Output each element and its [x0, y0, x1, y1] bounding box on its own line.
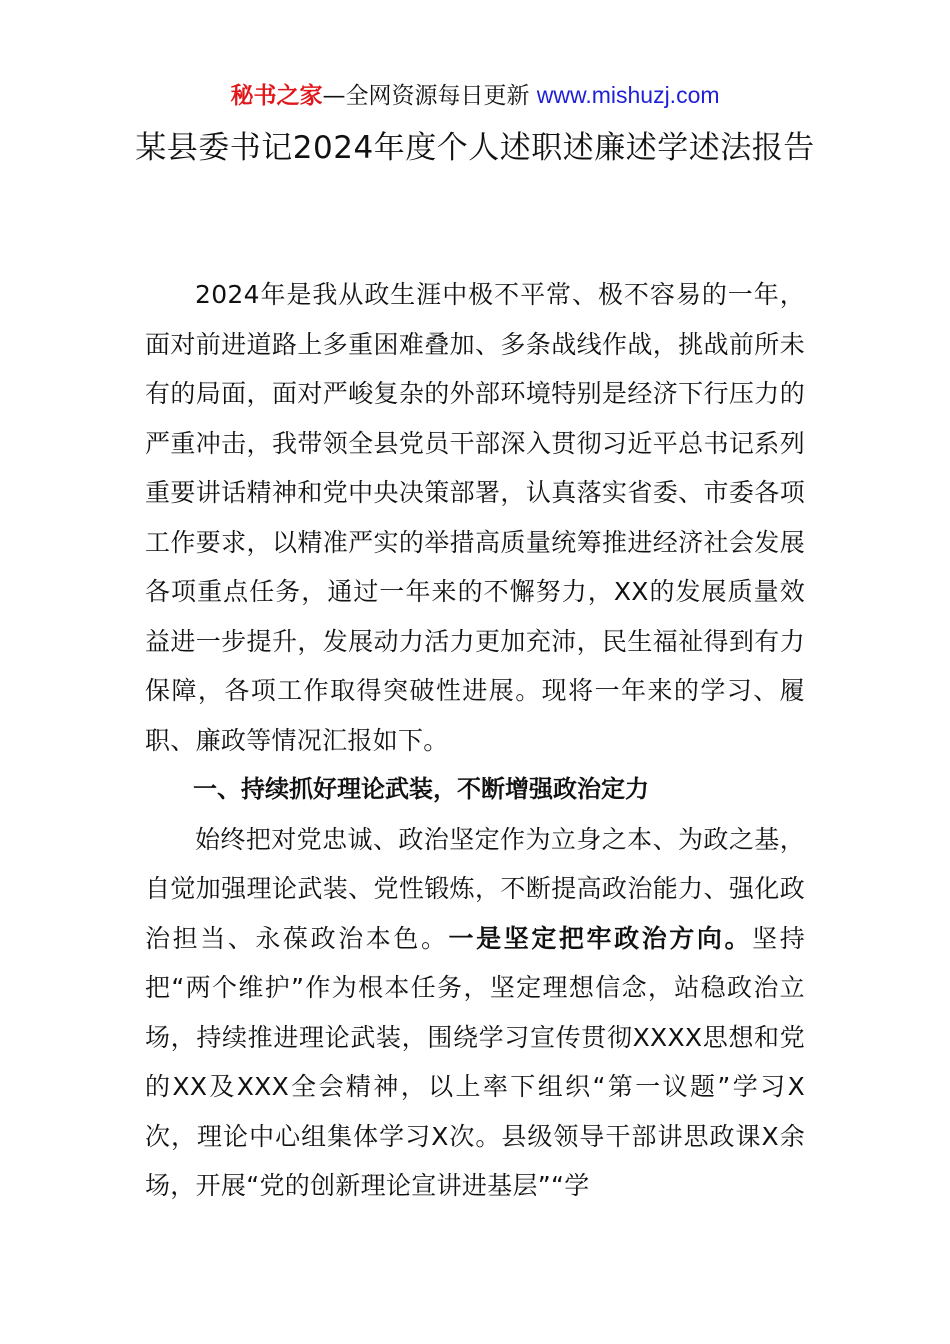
- section-1-paragraph-rest: 坚持把“两个维护”作为根本任务，坚定理想信念，站稳政治立场，持续推进理论武装，围绕学习宣传贯彻XXXX思想和党的XX及XXX全会精神，以上率下组织“第一议题”学习X次，理论中心组集体学习X次。县级领导干部讲思政课X余场，开展“党的创新理论宣讲进基层”“学: [145, 923, 805, 1200]
- document-title: 某县委书记2024年度个人述职述廉述学述法报告: [135, 130, 815, 166]
- intro-paragraph: 2024年是我从政生涯中极不平常、极不容易的一年，面对前进道路上多重困难叠加、多条战线作战，挑战前所未有的局面，面对严峻复杂的外部环境特别是经济下行压力的严重冲击，我带领全县党员干部深入贯彻习近平总书记系列重要讲话精神和党中央决策部署，认真落实省委、市委各项工作要求，以精准严实的举措高质量统筹推进经济社会发展各项重点任务，通过一年来的不懈努力，XX的发展质量效益进一步提升，发展动力活力更加充沛，民生福祉得到有力保障，各项工作取得突破性进展。现将一年来的学习、履职、廉政等情况汇报如下。: [145, 280, 805, 755]
- section-1-paragraph-start: 始终把对党忠诚、政治坚定作为立身之本、为政之基，自觉加强理论武装、党性锻炼，不断提高政治能力、强化政治担当、永葆政治本色。: [145, 824, 805, 953]
- document-body: [145, 270, 805, 1211]
- site-header: [0, 78, 950, 113]
- site-url-link[interactable]: www.mishuzj.com: [536, 82, 720, 108]
- brand-name: 秘书之家: [230, 83, 323, 109]
- section-1-paragraph: [145, 815, 805, 1211]
- section-1-bold-point: 一是坚定把牢政治方向。: [448, 923, 753, 953]
- site-tagline: —全网资源每日更新: [322, 83, 537, 109]
- section-1-heading: 一、持续抓好理论武装，不断增强政治定力: [193, 775, 649, 803]
